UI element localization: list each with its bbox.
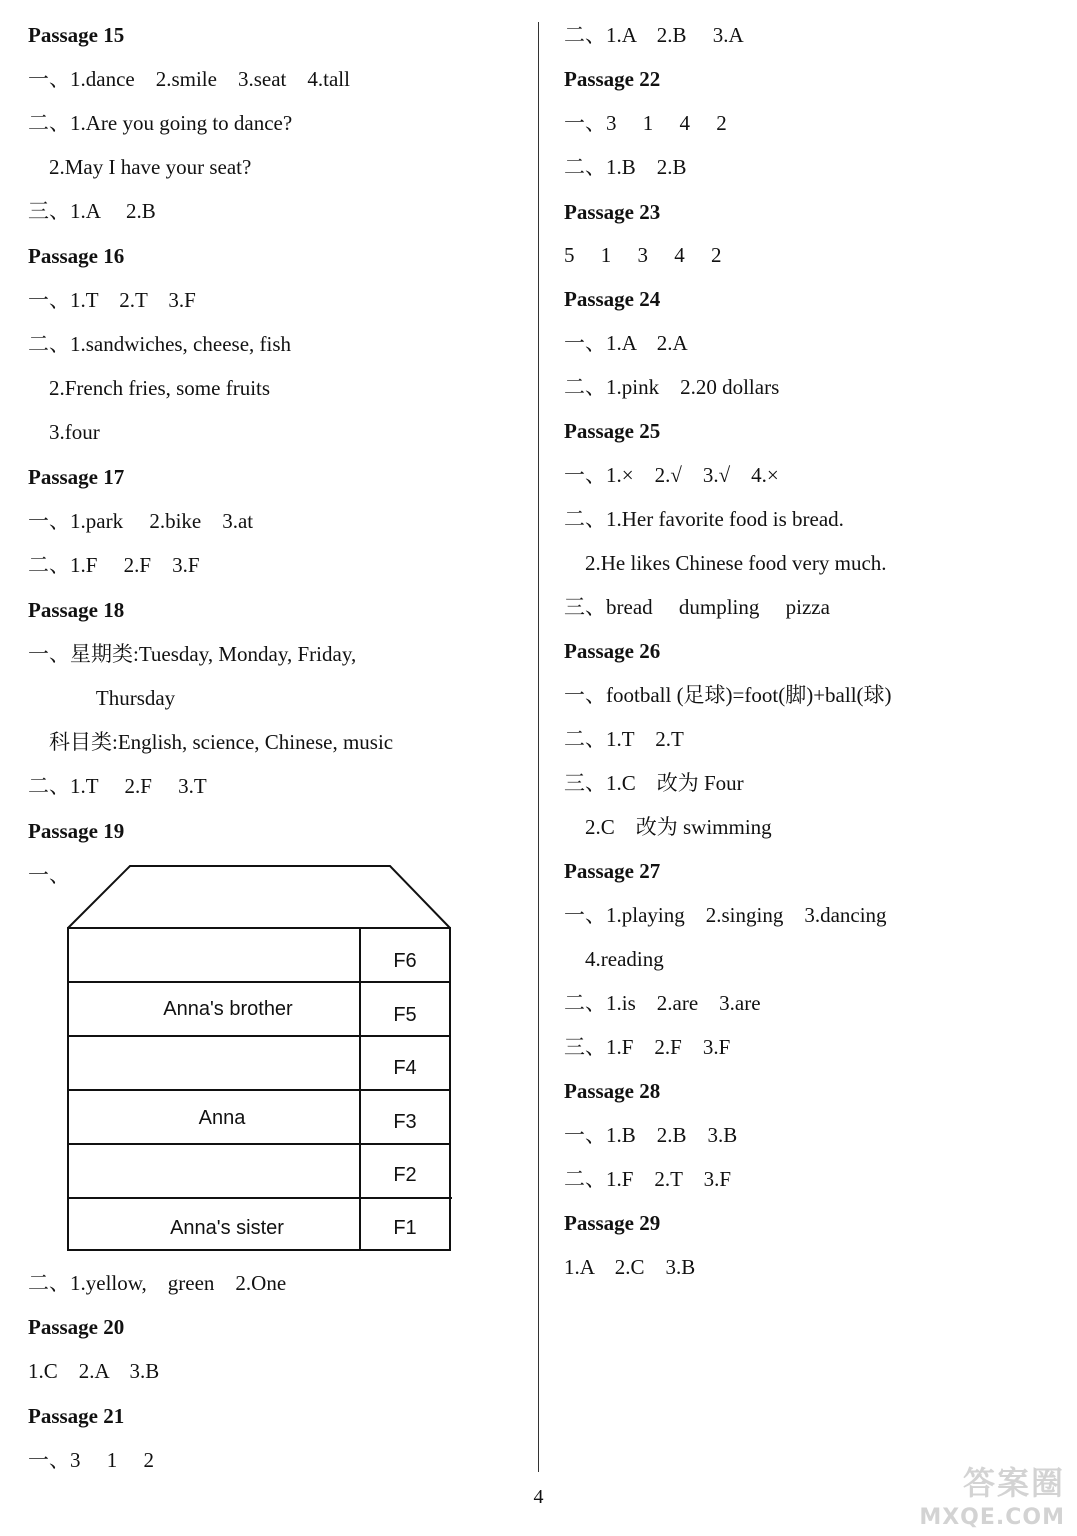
passage-18-part-1-subjects: 科目类:English, science, Chinese, music [28,730,394,754]
passage-18-heading: Passage 18 [28,598,125,622]
passage-15-part-2-q1: 二、1.Are you going to dance? [28,111,293,135]
floor-5-label: F5 [393,1004,417,1026]
passage-26-part-3-q2: 2.C 改为 swimming [564,815,772,839]
passage-25-heading: Passage 25 [564,419,661,443]
passage-19-part-2: 二、1.yellow, green 2.One [28,1271,287,1295]
passage-27-part-3: 三、1.F 2.F 3.F [564,1035,731,1059]
passage-22-part-2: 二、1.B 2.B [564,155,687,179]
floor-4-label: F4 [393,1057,417,1079]
passage-19-part-1-label: 一、 [28,863,70,887]
passage-26-heading: Passage 26 [564,639,661,663]
passage-16-part-1: 一、1.T 2.T 3.F [28,288,196,312]
passage-25-part-2-q1: 二、1.Her favorite food is bread. [564,507,844,531]
passage-18-part-2: 二、1.T 2.F 3.T [28,774,207,798]
passage-16-part-2-q2: 2.French fries, some fruits [28,376,271,400]
passage-27-part-1: 一、1.playing 2.singing 3.dancing [564,903,887,927]
passage-29-heading: Passage 29 [564,1211,661,1235]
passage-16-part-2-q3: 3.four [28,420,100,444]
passage-28-heading: Passage 28 [564,1079,661,1103]
passage-26-part-2: 二、1.T 2.T [564,727,684,751]
passage-17-part-1: 一、1.park 2.bike 3.at [28,509,254,533]
page-number: 4 [533,1486,544,1508]
passage-15-heading: Passage 15 [28,23,125,47]
floor-6-label: F6 [393,950,417,972]
passage-17-part-2: 二、1.F 2.F 3.F [28,553,200,577]
passage-20-answers: 1.C 2.A 3.B [28,1359,160,1383]
floor-1-label: F1 [393,1217,417,1239]
passage-26-part-3-q1: 三、1.C 改为 Four [564,771,744,795]
passage-26-part-1: 一、football (足球)=foot(脚)+ball(球) [564,683,892,707]
passage-23-answers: 5 1 3 4 2 [564,243,722,267]
passage-16-part-2-q1: 二、1.sandwiches, cheese, fish [28,332,292,356]
passage-22-part-1: 一、3 1 4 2 [564,111,727,135]
passage-20-heading: Passage 20 [28,1315,125,1339]
floor-3-label: F3 [393,1111,417,1133]
passage-18-part-1-weekdays-cont: Thursday [28,686,176,710]
passage-15-part-1: 一、1.dance 2.smile 3.seat 4.tall [28,67,350,91]
passage-19-heading: Passage 19 [28,819,125,843]
passage-18-part-1-weekdays: 一、星期类:Tuesday, Monday, Friday, [28,642,357,666]
passage-28-part-1: 一、1.B 2.B 3.B [564,1123,738,1147]
passage-25-part-2-q2: 2.He likes Chinese food very much. [564,551,887,575]
passage-22-heading: Passage 22 [564,67,661,91]
passage-29-answers: 1.A 2.C 3.B [564,1255,696,1279]
passage-15-part-3: 三、1.A 2.B [28,199,156,223]
passage-27-part-2: 二、1.is 2.are 3.are [564,991,761,1015]
passage-24-part-2: 二、1.pink 2.20 dollars [564,375,780,399]
column-divider [538,22,539,1472]
floor-5-occupant: Anna's brother [163,998,293,1020]
passage-23-heading: Passage 23 [564,200,661,224]
watermark-top-text: 答案圈 [962,1464,1065,1502]
passage-21-part-1: 一、3 1 2 [28,1448,154,1472]
passage-21-heading: Passage 21 [28,1404,125,1428]
passage-24-heading: Passage 24 [564,287,661,311]
passage-16-heading: Passage 16 [28,244,125,268]
passage-27-part-1-cont: 4.reading [564,947,664,971]
floor-2-label: F2 [393,1164,417,1186]
watermark-logo [895,1458,1065,1530]
passage-27-heading: Passage 27 [564,859,661,883]
passage-15-part-2-q2: 2.May I have your seat? [28,155,252,179]
floor-3-occupant: Anna [198,1107,246,1129]
passage-24-part-1: 一、1.A 2.A [564,331,688,355]
passage-17-heading: Passage 17 [28,465,125,489]
watermark-bottom-text: MXQE.COM [919,1505,1065,1530]
passage-28-part-2: 二、1.F 2.T 3.F [564,1167,732,1191]
passage-25-part-3: 三、bread dumpling pizza [564,595,830,619]
floor-1-occupant: Anna's sister [170,1217,284,1239]
passage-25-part-1: 一、1.× 2.√ 3.√ 4.× [564,463,779,487]
passage-21-part-2: 二、1.A 2.B 3.A [564,23,744,47]
building-diagram [60,860,460,1260]
